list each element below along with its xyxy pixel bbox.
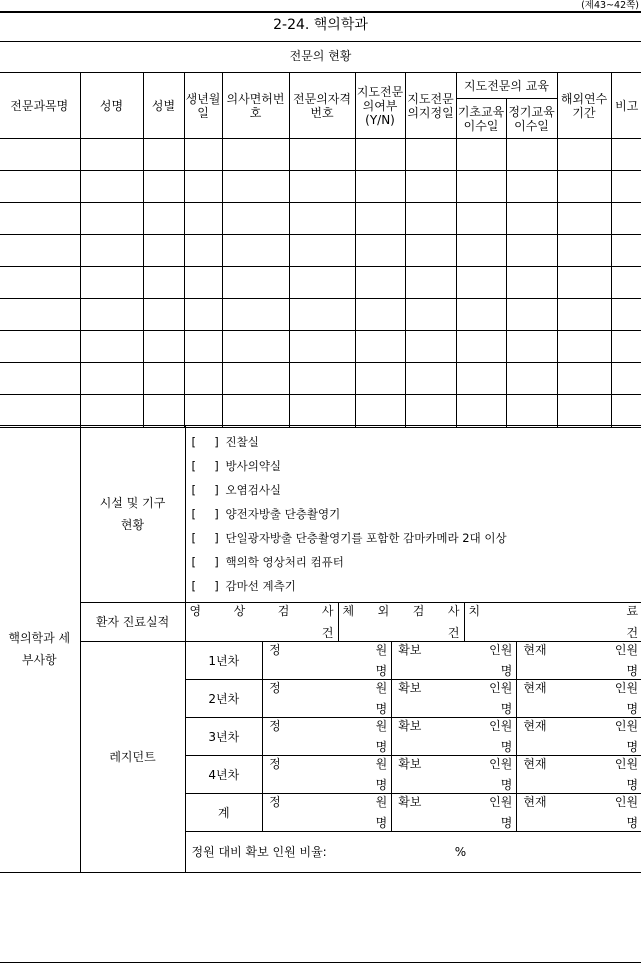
specialist-entry-cell[interactable] (184, 331, 222, 363)
specialist-entry-cell[interactable] (0, 203, 80, 235)
header-birthdate: 생년월일 (184, 73, 222, 139)
specialist-entry-cell[interactable] (611, 171, 641, 203)
specialist-entry-cell[interactable] (80, 363, 143, 395)
resident-quota-cell-unit: 명 (375, 702, 388, 716)
specialist-entry-cell[interactable] (611, 267, 641, 299)
specialist-entry-cell[interactable] (289, 331, 355, 363)
specialist-entry-cell[interactable] (355, 139, 405, 171)
specialist-entry-cell[interactable] (506, 235, 557, 267)
facility-item[interactable] (192, 574, 641, 598)
specialist-entry-cell[interactable] (506, 139, 557, 171)
resident-current-cell-label2: 인원 (614, 643, 639, 657)
resident-secured-cell[interactable] (392, 794, 517, 832)
resident-secured-cell-label: 확보 (398, 795, 422, 809)
resident-secured-cell-label: 확보 (398, 719, 422, 733)
specialist-entry-cell[interactable] (355, 395, 405, 428)
specialist-entry-cell[interactable] (143, 139, 184, 171)
resident-secured-cell-label: 확보 (398, 681, 422, 695)
specialist-entry-cell[interactable] (456, 299, 506, 331)
specialist-table (0, 72, 641, 428)
specialist-entry-cell[interactable] (355, 331, 405, 363)
specialist-entry-cell[interactable] (611, 395, 641, 428)
header-license-number: 의사면허번호 (222, 73, 289, 139)
resident-current-cell[interactable] (517, 680, 641, 718)
specialist-entry-cell[interactable] (456, 395, 506, 428)
resident-secured-cell[interactable] (392, 756, 517, 794)
resident-ratio-row[interactable] (186, 832, 641, 872)
facility-item-label: 방사의약실 (225, 459, 282, 473)
specialist-entry-cell[interactable] (143, 395, 184, 428)
specialist-entry-cell[interactable] (143, 235, 184, 267)
specialist-entry-cell[interactable] (557, 139, 611, 171)
patient-therapy-cell[interactable] (464, 603, 641, 642)
specialist-entry-cell[interactable] (557, 171, 611, 203)
detail-table (0, 425, 641, 873)
header-specialty: 전문과목명 (0, 73, 80, 139)
specialist-entry-cell[interactable] (184, 235, 222, 267)
resident-quota-cell-label2: 원 (375, 757, 388, 771)
resident-current-cell[interactable] (517, 756, 641, 794)
resident-current-cell-label: 현재 (523, 719, 547, 733)
specialist-entry-cell[interactable] (355, 299, 405, 331)
resident-quota-cell-label: 정 (269, 757, 281, 771)
specialist-entry-cell[interactable] (184, 363, 222, 395)
specialist-entry-cell[interactable] (557, 331, 611, 363)
resident-quota-cell[interactable] (263, 756, 392, 794)
specialist-entry-cell[interactable] (289, 171, 355, 203)
specialist-entry-cell[interactable] (405, 139, 456, 171)
resident-current-cell-label2: 인원 (614, 757, 639, 771)
patient-imaging-head: 영 상 검 사 (189, 604, 334, 618)
resident-year-label: 계 (186, 794, 263, 832)
specialist-entry-cell[interactable] (611, 363, 641, 395)
page-title: 2-24. 핵의학과 (273, 17, 368, 33)
facility-item-label: 오염검사실 (225, 483, 282, 497)
specialist-entry-cell[interactable] (0, 267, 80, 299)
specialist-entry-cell[interactable] (355, 363, 405, 395)
patient-therapy-head: 치 료 (468, 604, 639, 618)
patient-therapy-unit: 건 (626, 626, 639, 640)
resident-current-cell[interactable] (517, 642, 641, 680)
specialist-entry-cell[interactable] (405, 171, 456, 203)
specialist-entry-cell[interactable] (405, 363, 456, 395)
specialist-entry-cell[interactable] (557, 267, 611, 299)
section-subtitle: 전문의 현황 (289, 49, 352, 63)
facility-label: 시설 및 기구 현황 (80, 426, 185, 603)
specialist-entry-cell[interactable] (557, 299, 611, 331)
specialist-entry-cell[interactable] (184, 299, 222, 331)
resident-quota-cell-label: 정 (269, 719, 281, 733)
facility-checkbox[interactable]: [ ] (191, 507, 219, 521)
patient-imaging-cell[interactable] (185, 603, 338, 642)
specialist-entry-cell[interactable] (289, 267, 355, 299)
specialist-entry-cell[interactable] (80, 331, 143, 363)
resident-secured-cell-label: 확보 (398, 757, 422, 771)
resident-quota-cell-label2: 원 (375, 643, 388, 657)
detail-section-label: 핵의학과 세부사항 (0, 426, 80, 873)
facility-checkbox[interactable]: [ ] (191, 531, 219, 545)
header-basic-education: 기초교육이수일 (456, 99, 506, 139)
resident-current-cell-label2: 인원 (614, 719, 639, 733)
specialist-entry-cell[interactable] (184, 395, 222, 428)
resident-quota-cell-unit: 명 (375, 816, 388, 830)
resident-quota-cell-unit: 명 (375, 778, 388, 792)
specialist-entry-cell[interactable] (0, 331, 80, 363)
resident-quota-cell-label: 정 (269, 795, 281, 809)
specialist-entry-cell[interactable] (557, 363, 611, 395)
specialist-entry-cell[interactable] (355, 267, 405, 299)
specialist-entry-cell[interactable] (289, 139, 355, 171)
specialist-entry-cell[interactable] (557, 395, 611, 428)
specialist-entry-cell[interactable] (222, 299, 289, 331)
specialist-entry-cell[interactable] (557, 235, 611, 267)
specialist-entry-cell[interactable] (222, 395, 289, 428)
specialist-entry-cell[interactable] (355, 235, 405, 267)
specialist-entry-cell[interactable] (506, 267, 557, 299)
resident-ratio-label: 정원 대비 확보 인원 비율: (191, 844, 327, 859)
specialist-entry-cell[interactable] (506, 395, 557, 428)
resident-current-cell-unit: 명 (626, 740, 639, 754)
facility-checkbox[interactable]: [ ] (191, 483, 219, 497)
resident-secured-cell-label2: 인원 (489, 719, 513, 733)
resident-quota-cell[interactable] (263, 680, 392, 718)
specialist-entry-cell[interactable] (289, 395, 355, 428)
resident-current-cell[interactable] (517, 718, 641, 756)
specialist-entry-cell[interactable] (289, 235, 355, 267)
resident-year-label: 1년차 (186, 642, 263, 680)
specialist-entry-cell[interactable] (456, 331, 506, 363)
specialist-entry-cell[interactable] (405, 331, 456, 363)
top-border (0, 11, 641, 13)
resident-secured-cell[interactable] (392, 680, 517, 718)
resident-current-cell-label: 현재 (523, 795, 547, 809)
resident-block (185, 642, 641, 873)
header-gender: 성별 (143, 73, 184, 139)
resident-ratio-unit: % (454, 844, 467, 859)
resident-secured-cell-unit: 명 (500, 664, 513, 678)
specialist-entry-cell[interactable] (80, 395, 143, 428)
facility-item[interactable] (192, 430, 641, 454)
specialist-entry-cell[interactable] (611, 203, 641, 235)
facility-checkbox[interactable]: [ ] (191, 459, 219, 473)
resident-quota-cell[interactable] (263, 642, 392, 680)
specialist-entry-cell[interactable] (506, 203, 557, 235)
specialist-entry-cell[interactable] (222, 331, 289, 363)
specialist-entry-cell[interactable] (143, 363, 184, 395)
resident-current-cell-label2: 인원 (614, 795, 639, 809)
specialist-entry-cell[interactable] (405, 395, 456, 428)
resident-quota-cell[interactable] (263, 794, 392, 832)
specialist-entry-cell[interactable] (80, 267, 143, 299)
specialist-entry-cell[interactable] (222, 363, 289, 395)
resident-quota-cell[interactable] (263, 718, 392, 756)
resident-secured-cell-label2: 인원 (489, 795, 513, 809)
facility-item-label: 양전자방출 단층촬영기 (225, 507, 341, 521)
resident-secured-cell-unit: 명 (500, 740, 513, 754)
resident-current-cell-label: 현재 (523, 757, 547, 771)
resident-quota-cell-label: 정 (269, 643, 281, 657)
patient-label: 환자 진료실적 (80, 603, 185, 642)
specialist-entry-cell[interactable] (405, 203, 456, 235)
specialist-entry-cell[interactable] (611, 235, 641, 267)
resident-quota-cell-label2: 원 (375, 795, 388, 809)
patient-invitro-unit: 건 (447, 626, 460, 640)
header-supervisor-yn: 지도전문의여부(Y/N) (355, 73, 405, 139)
page-reference: (제43~42쪽) (581, 0, 639, 11)
resident-secured-cell-label2: 인원 (489, 643, 513, 657)
specialist-entry-cell[interactable] (222, 171, 289, 203)
facility-item[interactable] (192, 454, 641, 478)
patient-invitro-cell[interactable] (338, 603, 464, 642)
header-supervisor-education: 지도전문의 교육 (456, 73, 557, 99)
specialist-entry-cell[interactable] (355, 203, 405, 235)
resident-current-cell-label: 현재 (523, 643, 547, 657)
facility-item-label: 단일광자방출 단층촬영기를 포함한 감마카메라 2대 이상 (225, 531, 507, 545)
specialist-entry-cell[interactable] (0, 363, 80, 395)
specialist-entry-cell[interactable] (405, 235, 456, 267)
specialist-entry-cell[interactable] (456, 203, 506, 235)
specialist-entry-cell[interactable] (506, 331, 557, 363)
resident-secured-cell[interactable] (392, 718, 517, 756)
specialist-entry-cell[interactable] (506, 363, 557, 395)
specialist-entry-cell[interactable] (0, 395, 80, 428)
specialist-entry-cell[interactable] (222, 139, 289, 171)
facility-checkbox[interactable]: [ ] (191, 579, 219, 593)
specialist-entry-cell[interactable] (289, 203, 355, 235)
header-supervisor-date: 지도전문의지정일 (405, 73, 456, 139)
specialist-entry-cell[interactable] (0, 139, 80, 171)
specialist-entry-cell[interactable] (184, 171, 222, 203)
facility-item-label: 핵의학 영상처리 컴퓨터 (225, 555, 344, 569)
title-divider (0, 41, 641, 42)
specialist-entry-cell[interactable] (611, 299, 641, 331)
facility-item[interactable] (192, 550, 641, 574)
header-remarks: 비고 (611, 73, 641, 139)
specialist-entry-cell[interactable] (456, 267, 506, 299)
header-name: 성명 (80, 73, 143, 139)
resident-quota-cell-label: 정 (269, 681, 281, 695)
specialist-entry-cell[interactable] (0, 171, 80, 203)
resident-quota-cell-unit: 명 (375, 664, 388, 678)
resident-quota-cell-label2: 원 (375, 681, 388, 695)
resident-year-label: 3년차 (186, 718, 263, 756)
facility-checklist (185, 426, 641, 603)
specialist-entry-cell[interactable] (80, 171, 143, 203)
specialist-entry-cell[interactable] (184, 139, 222, 171)
facility-item[interactable] (192, 502, 641, 526)
patient-invitro-head: 체 외 검 사 (342, 604, 460, 618)
resident-secured-cell-unit: 명 (500, 816, 513, 830)
specialist-entry-cell[interactable] (405, 267, 456, 299)
specialist-entry-cell[interactable] (80, 139, 143, 171)
specialist-entry-cell[interactable] (143, 299, 184, 331)
specialist-entry-cell[interactable] (557, 203, 611, 235)
resident-secured-cell-unit: 명 (500, 778, 513, 792)
specialist-entry-cell[interactable] (80, 203, 143, 235)
specialist-entry-cell[interactable] (143, 203, 184, 235)
specialist-entry-cell[interactable] (506, 171, 557, 203)
specialist-entry-cell[interactable] (80, 235, 143, 267)
resident-label: 레지던트 (80, 642, 185, 873)
resident-year-label: 4년차 (186, 756, 263, 794)
specialist-entry-cell[interactable] (456, 171, 506, 203)
resident-current-cell-unit: 명 (626, 778, 639, 792)
facility-item-label: 감마선 계측기 (225, 579, 296, 593)
resident-secured-cell[interactable] (392, 642, 517, 680)
patient-imaging-unit: 건 (321, 626, 334, 640)
facility-checkbox[interactable]: [ ] (191, 555, 219, 569)
specialist-entry-cell[interactable] (611, 331, 641, 363)
header-overseas-training: 해외연수기간 (557, 73, 611, 139)
specialist-entry-cell[interactable] (222, 203, 289, 235)
facility-item-label: 진찰실 (225, 435, 259, 449)
specialist-entry-cell[interactable] (80, 299, 143, 331)
specialist-entry-cell[interactable] (611, 139, 641, 171)
specialist-entry-cell[interactable] (143, 267, 184, 299)
specialist-entry-cell[interactable] (0, 235, 80, 267)
resident-current-cell-label: 현재 (523, 681, 547, 695)
resident-quota-cell-unit: 명 (375, 740, 388, 754)
resident-current-cell-label2: 인원 (614, 681, 639, 695)
specialist-entry-cell[interactable] (289, 299, 355, 331)
specialist-entry-cell[interactable] (355, 171, 405, 203)
specialist-entry-cell[interactable] (222, 235, 289, 267)
specialist-entry-cell[interactable] (405, 299, 456, 331)
specialist-entry-cell[interactable] (184, 203, 222, 235)
resident-secured-cell-label2: 인원 (489, 757, 513, 771)
header-qualification-number: 전문의자격번호 (289, 73, 355, 139)
resident-quota-cell-label2: 원 (375, 719, 388, 733)
specialist-entry-cell[interactable] (143, 331, 184, 363)
facility-item[interactable] (192, 478, 641, 502)
specialist-entry-cell[interactable] (0, 299, 80, 331)
specialist-entry-cell[interactable] (184, 267, 222, 299)
resident-year-label: 2년차 (186, 680, 263, 718)
specialist-entry-cell[interactable] (456, 139, 506, 171)
resident-secured-cell-label: 확보 (398, 643, 422, 657)
facility-checkbox[interactable]: [ ] (191, 435, 219, 449)
resident-current-cell-unit: 명 (626, 816, 639, 830)
specialist-entry-cell[interactable] (506, 299, 557, 331)
specialist-entry-cell[interactable] (143, 171, 184, 203)
header-regular-education: 정기교육이수일 (506, 99, 557, 139)
specialist-entry-cell[interactable] (222, 267, 289, 299)
specialist-entry-cell[interactable] (289, 363, 355, 395)
specialist-entry-cell[interactable] (456, 363, 506, 395)
resident-current-cell-unit: 명 (626, 702, 639, 716)
resident-current-cell-unit: 명 (626, 664, 639, 678)
resident-current-cell[interactable] (517, 794, 641, 832)
facility-item[interactable] (192, 526, 641, 550)
resident-secured-cell-unit: 명 (500, 702, 513, 716)
resident-secured-cell-label2: 인원 (489, 681, 513, 695)
specialist-entry-cell[interactable] (456, 235, 506, 267)
